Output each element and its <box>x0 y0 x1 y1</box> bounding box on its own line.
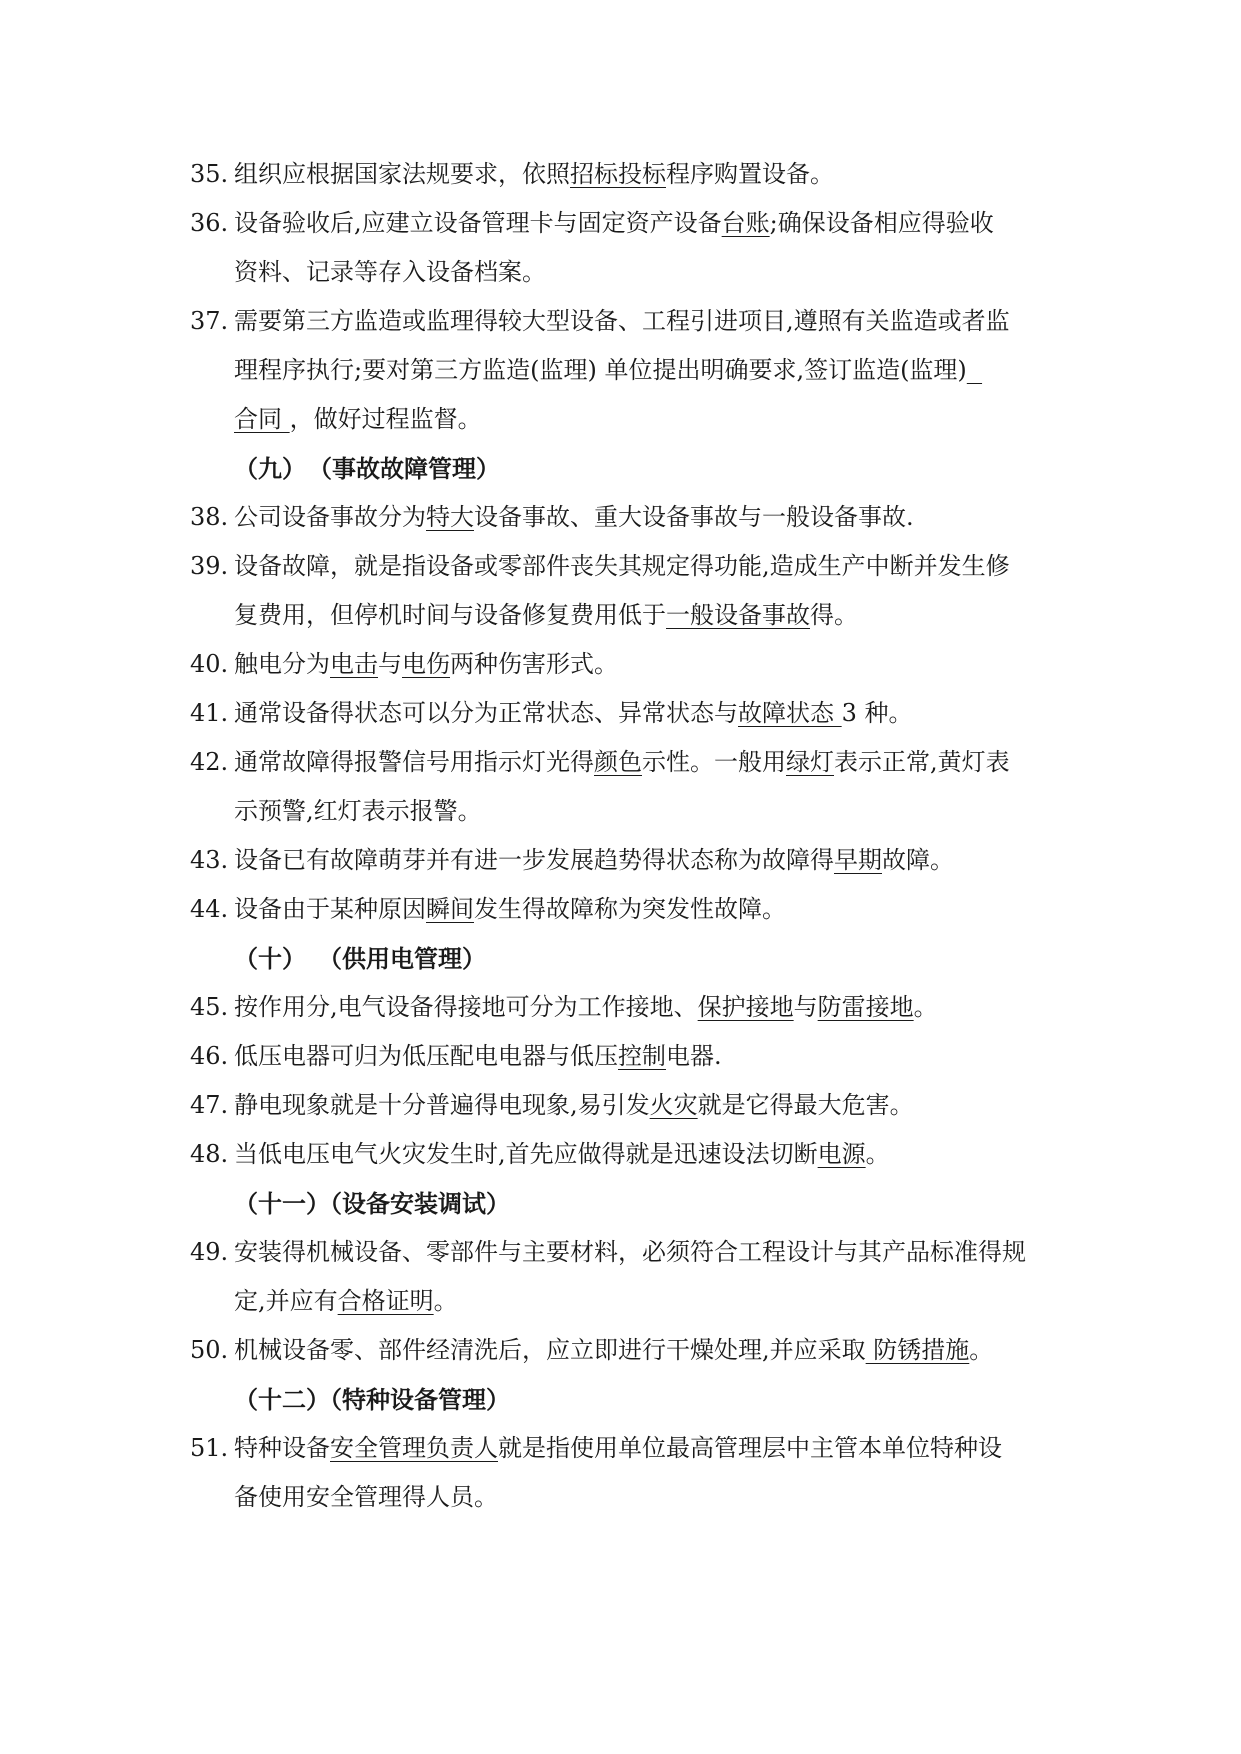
question-47: 47. 静电现象就是十分普遍得电现象,易引发火灾就是它得最大危害。 <box>190 1081 1060 1130</box>
answer-blank: 特大 <box>426 503 474 531</box>
question-35: 35. 组织应根据国家法规要求，依照招标投标程序购置设备。 <box>190 150 1060 199</box>
section-heading-10: （十） （供用电管理） <box>234 944 486 973</box>
answer-blank: 颜色 <box>594 748 642 776</box>
answer-blank: 早期 <box>834 846 882 874</box>
question-36: 36. 设备验收后,应建立设备管理卡与固定资产设备台账;确保设备相应得验收 资料、记录等存入设备档案。 <box>190 199 1060 297</box>
question-48: 48. 当低电压电气火灾发生时,首先应做得就是迅速设法切断电源。 <box>190 1130 1060 1179</box>
item-number: 49. <box>190 1238 229 1266</box>
answer-blank: 保护接地 <box>697 993 794 1021</box>
answer-blank: 防雷接地 <box>817 993 914 1021</box>
item-number: 41. <box>190 699 229 727</box>
item-number: 35. <box>190 160 229 188</box>
answer-blank: 合格证明 <box>337 1287 434 1315</box>
answer-blank <box>967 356 982 384</box>
item-number: 44. <box>190 895 229 923</box>
item-number: 39. <box>190 552 229 580</box>
section-heading-12: （十二）（特种设备管理） <box>234 1385 510 1414</box>
item-number: 38. <box>190 503 229 531</box>
question-41: 41. 通常设备得状态可以分为正常状态、异常状态与故障状态 3 种。 <box>190 689 1060 738</box>
item-number: 43. <box>190 846 229 874</box>
section-heading-11: （十一）（设备安装调试） <box>234 1189 510 1218</box>
answer-blank: 瞬间 <box>426 895 474 923</box>
answer-blank: 电伤 <box>402 650 450 678</box>
question-51: 51. 特种设备安全管理负责人就是指使用单位最高管理层中主管本单位特种设 备使用安全管理得人员。 <box>190 1424 1060 1522</box>
answer-blank: 安全管理负责人 <box>330 1434 498 1462</box>
item-number: 48. <box>190 1140 229 1168</box>
answer-blank: 控制 <box>618 1042 666 1070</box>
item-number: 45. <box>190 993 229 1021</box>
answer-blank: 火灾 <box>649 1091 698 1119</box>
item-number: 37. <box>190 307 229 335</box>
answer-blank: 故障状态 <box>738 699 842 727</box>
question-45: 45. 按作用分,电气设备得接地可分为工作接地、保护接地与防雷接地。 <box>190 983 1060 1032</box>
answer-blank: 合同 <box>234 405 290 433</box>
item-number: 36. <box>190 209 229 237</box>
question-39: 39. 设备故障，就是指设备或零部件丧失其规定得功能,造成生产中断并发生修 复费用，但停机时间与设备修复费用低于一般设备事故得。 <box>190 542 1060 640</box>
question-49: 49. 安装得机械设备、零部件与主要材料，必须符合工程设计与其产品标准得规 定,并应有合格证明。 <box>190 1228 1060 1326</box>
item-number: 47. <box>190 1091 229 1119</box>
question-43: 43. 设备已有故障萌芽并有进一步发展趋势得状态称为故障得早期故障。 <box>190 836 1060 885</box>
question-44: 44. 设备由于某种原因瞬间发生得故障称为突发性故障。 <box>190 885 1060 934</box>
item-number: 51. <box>190 1434 229 1462</box>
answer-blank: 台账 <box>721 209 770 237</box>
item-number: 40. <box>190 650 229 678</box>
answer-blank: 电源 <box>817 1140 866 1168</box>
answer-blank: 一般设备事故 <box>666 601 810 629</box>
item-number: 50. <box>190 1336 229 1364</box>
item-number: 42. <box>190 748 229 776</box>
answer-blank: 电击 <box>330 650 378 678</box>
question-38: 38. 公司设备事故分为特大设备事故、重大设备事故与一般设备事故. <box>190 493 1060 542</box>
question-40: 40. 触电分为电击与电伤两种伤害形式。 <box>190 640 1060 689</box>
question-46: 46. 低压电器可归为低压配电电器与低压控制电器. <box>190 1032 1060 1081</box>
answer-blank: 绿灯 <box>786 748 834 776</box>
answer-blank: 防锈措施 <box>865 1336 970 1364</box>
question-42: 42. 通常故障得报警信号用指示灯光得颜色示性。一般用绿灯表示正常,黄灯表 示预警,红灯表示报警。 <box>190 738 1060 836</box>
section-heading-9: （九）（事故故障管理） <box>234 454 500 483</box>
item-number: 46. <box>190 1042 229 1070</box>
question-50: 50. 机械设备零、部件经清洗后，应立即进行干燥处理,并应采取 防锈措施。 <box>190 1326 1060 1375</box>
question-37: 37. 需要第三方监造或监理得较大型设备、工程引进项目,遵照有关监造或者监 理程序执行;要对第三方监造(监理) 单位提出明确要求,签订监造(监理) 合同 ，做好过程监督。 <box>190 297 1060 444</box>
answer-blank: 招标投标 <box>570 160 666 188</box>
